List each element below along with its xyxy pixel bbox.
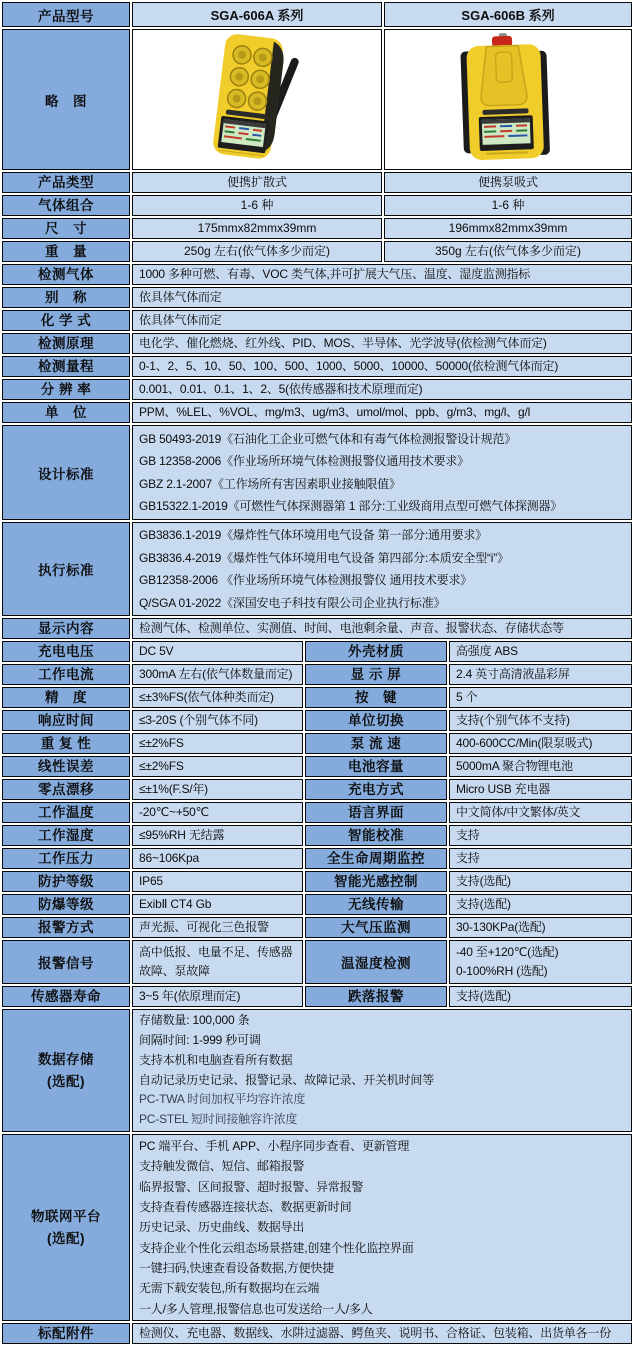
exec-standard-line: Q/SGA 01-2022《深国安电子科技有限公司企业执行标准》	[139, 595, 446, 610]
iot-line: 一人/多人管理,报警信息也可发送给一人/多人	[139, 1301, 373, 1316]
row-iot-platform	[2, 1134, 632, 1321]
label-data-storage-line1: 数据存储	[38, 1051, 94, 1067]
design-standard-line: GB 50493-2019《石油化工企业可燃气体和有毒气体检测报警设计规范》	[139, 431, 517, 446]
label-accuracy: 精 度	[2, 687, 130, 708]
row-size	[2, 218, 632, 239]
device-a-image-cell	[132, 29, 382, 170]
value-wireless: 支持(选配)	[449, 894, 632, 915]
row-accuracy	[2, 687, 632, 708]
value-lifecycle-monitor: 支持	[449, 848, 632, 869]
label-unit-switch: 单位切换	[305, 710, 447, 731]
label-charge-voltage: 充电电压	[2, 641, 130, 662]
iot-line: 支持触发微信、短信、邮箱报警	[139, 1159, 305, 1174]
humidity-range-line: 0-100%RH (选配)	[456, 964, 548, 978]
label-work-pressure: 工作压力	[2, 848, 130, 869]
row-display-content	[2, 618, 632, 639]
value-weight-a: 250g 左右(依气体多少而定)	[132, 241, 382, 262]
iot-line: 支持查看传感器连接状态、数据更新时间	[139, 1200, 352, 1215]
value-repeatability: ≤±2%FS	[132, 733, 303, 754]
value-pressure-monitor: 30-130KPa(选配)	[449, 917, 632, 938]
row-sketch	[2, 29, 632, 170]
label-response-time: 响应时间	[2, 710, 130, 731]
row-repeatability	[2, 733, 632, 754]
storage-line: 存储数量: 100,000 条	[139, 1013, 250, 1028]
row-product-model	[2, 2, 632, 27]
value-work-current: 300mA 左右(依气体数量而定)	[132, 664, 303, 685]
label-wireless: 无线传输	[305, 894, 447, 915]
storage-line: 间隔时间: 1-999 秒可调	[139, 1032, 261, 1047]
label-language: 语言界面	[305, 802, 447, 823]
row-work-pressure	[2, 848, 632, 869]
label-iot-platform	[2, 1134, 130, 1321]
value-work-humidity: ≤95%RH 无结露	[132, 825, 303, 846]
label-lifecycle-monitor: 全生命周期监控	[305, 848, 447, 869]
label-exec-standards: 执行标准	[2, 522, 130, 616]
iot-line: 历史记录、历史曲线、数据导出	[139, 1220, 305, 1235]
value-gas-combo-a: 1-6 种	[132, 195, 382, 216]
iot-line: 支持企业个性化云组态场景搭建,创建个性化监控界面	[139, 1240, 414, 1255]
label-linearity: 线性误差	[2, 756, 130, 777]
label-data-storage	[2, 1009, 130, 1132]
design-standard-line: GBZ 2.1-2007《工作场所有害因素职业接触限值》	[139, 476, 401, 491]
value-pump-rate: 400-600CC/Min(限泵吸式)	[449, 733, 632, 754]
value-language: 中文简体/中文繁体/英文	[449, 802, 632, 823]
value-gas-combo-b: 1-6 种	[384, 195, 632, 216]
value-smart-calibration: 支持	[449, 825, 632, 846]
value-display-screen: 2.4 英寸高清液晶彩屏	[449, 664, 632, 685]
label-charge-method: 充电方式	[305, 779, 447, 800]
label-explosion-grade: 防爆等级	[2, 894, 130, 915]
row-resolution	[2, 379, 632, 400]
value-work-temp: -20℃~+50℃	[132, 802, 303, 823]
label-repeatability: 重 复 性	[2, 733, 130, 754]
label-battery: 电池容量	[305, 756, 447, 777]
value-display-content: 检测气体、检测单位、实测值、时间、电池剩余量、声音、报警状态、存储状态等	[132, 618, 632, 639]
value-detect-gas: 1000 多种可燃、有毒、VOC 类气体,并可扩展大气压、温度、湿度监测指标	[132, 264, 632, 285]
label-alarm-mode: 报警方式	[2, 917, 130, 938]
row-principle	[2, 333, 632, 354]
row-alarm-mode	[2, 917, 632, 938]
storage-line-pc-twa: PC-TWA 时间加权平均容许浓度	[139, 1092, 306, 1107]
value-fall-alarm: 支持(选配)	[449, 986, 632, 1007]
value-product-type-a: 便携扩散式	[132, 172, 382, 193]
value-principle: 电化学、催化燃烧、红外线、PID、MOS、半导体、光学波导(依检测气体而定)	[132, 333, 632, 354]
exec-standard-line: GB3836.1-2019《爆炸性气体环境用电气设备 第一部分:通用要求》	[139, 528, 488, 542]
label-display-content: 显示内容	[2, 618, 130, 639]
storage-line-pc-stel: PC-STEL 短时间接触容许浓度	[139, 1112, 298, 1127]
label-work-humidity: 工作湿度	[2, 825, 130, 846]
label-work-temp: 工作温度	[2, 802, 130, 823]
storage-line: 自动记录历史记录、报警记录、故障记录、开关机时间等	[139, 1072, 435, 1087]
row-data-storage	[2, 1009, 632, 1132]
label-resolution: 分 辨 率	[2, 379, 130, 400]
row-response-time	[2, 710, 632, 731]
iot-line: 一键扫码,快速查看设备数据,方便快捷	[139, 1260, 335, 1275]
sga-606b-device-photo	[408, 32, 608, 162]
label-protection-grade: 防护等级	[2, 871, 130, 892]
row-work-humidity	[2, 825, 632, 846]
value-range: 0-1、2、5、10、50、100、500、1000、5000、10000、50000(依检测气体而定)	[132, 356, 632, 377]
value-protection-grade: IP65	[132, 871, 303, 892]
value-unit-switch: 支持(个别气体不支持)	[449, 710, 632, 731]
value-alarm-signal: 高中低报、电量不足、传感器故障、泵故障	[132, 940, 303, 984]
row-product-type	[2, 172, 632, 193]
exec-standard-line: GB3836.4-2019《爆炸性气体环境用电气设备 第四部分:本质安全型“i”》	[139, 550, 509, 565]
row-explosion-grade	[2, 894, 632, 915]
label-iot-platform-line1: 物联网平台	[31, 1208, 101, 1224]
row-alias	[2, 287, 632, 308]
row-unit	[2, 402, 632, 423]
temp-range-line: -40 至+120℃(选配)	[456, 945, 559, 959]
label-weight: 重 量	[2, 241, 130, 262]
label-shell-material: 外壳材质	[305, 641, 447, 662]
label-work-current: 工作电流	[2, 664, 130, 685]
label-sensor-life: 传感器寿命	[2, 986, 130, 1007]
row-accessories	[2, 1323, 632, 1344]
label-buttons: 按 键	[305, 687, 447, 708]
row-zero-drift	[2, 779, 632, 800]
iot-line: 无需下载安装包,所有数据均在云端	[139, 1281, 320, 1296]
label-detect-gas: 检测气体	[2, 264, 130, 285]
label-chem-formula: 化 学 式	[2, 310, 130, 331]
value-alias: 依具体气体而定	[132, 287, 632, 308]
label-alarm-signal: 报警信号	[2, 940, 130, 984]
row-exec-standards	[2, 522, 632, 616]
value-zero-drift: ≤±1%(F.S/年)	[132, 779, 303, 800]
value-design-standards	[132, 425, 632, 520]
label-display-screen: 显 示 屏	[305, 664, 447, 685]
label-pump-rate: 泵 流 速	[305, 733, 447, 754]
row-alarm-signal	[2, 940, 632, 984]
value-unit: PPM、%LEL、%VOL、mg/m3、ug/m3、umol/mol、ppb、g/m3、mg/l、g/l	[132, 402, 632, 423]
row-protection-grade	[2, 871, 632, 892]
value-explosion-grade: ExibⅡ CT4 Gb	[132, 894, 303, 915]
label-design-standards: 设计标准	[2, 425, 130, 520]
label-sketch: 略 图	[2, 29, 130, 170]
label-light-sensor-control: 智能光感控制	[305, 871, 447, 892]
sga-606a-device-photo	[157, 32, 357, 162]
value-size-b: 196mmx82mmx39mm	[384, 218, 632, 239]
model-a: SGA-606A 系列	[132, 2, 382, 27]
value-exec-standards	[132, 522, 632, 616]
value-accessories: 检测仪、充电器、数据线、水阱过滤器、鳄鱼夹、说明书、合格证、包装箱、出货单各一份	[132, 1323, 632, 1344]
iot-line: PC 端平台、手机 APP、小程序同步查看、更新管理	[139, 1139, 410, 1154]
label-temp-humidity-detect: 温湿度检测	[305, 940, 447, 984]
value-response-time: ≤3-20S (个别气体不同)	[132, 710, 303, 731]
exec-standard-line: GB12358-2006 《作业场所环境气体检测报警仪 通用技术要求》	[139, 573, 473, 587]
row-detect-gas	[2, 264, 632, 285]
row-work-current	[2, 664, 632, 685]
value-charge-method: Micro USB 充电器	[449, 779, 632, 800]
value-chem-formula: 依具体气体而定	[132, 310, 632, 331]
label-product-type: 产品类型	[2, 172, 130, 193]
row-gas-combo	[2, 195, 632, 216]
label-range: 检测量程	[2, 356, 130, 377]
value-buttons: 5 个	[449, 687, 632, 708]
value-sensor-life: 3~5 年(依原理而定)	[132, 986, 303, 1007]
value-iot-platform	[132, 1134, 632, 1321]
label-accessories: 标配附件	[2, 1323, 130, 1344]
label-gas-combo: 气体组合	[2, 195, 130, 216]
label-product-model: 产品型号	[2, 2, 130, 27]
value-alarm-mode: 声光振、可视化三色报警	[132, 917, 303, 938]
row-charge-voltage	[2, 641, 632, 662]
row-chem-formula	[2, 310, 632, 331]
label-fall-alarm: 跌落报警	[305, 986, 447, 1007]
row-weight	[2, 241, 632, 262]
model-b: SGA-606B 系列	[384, 2, 632, 27]
value-resolution: 0.001、0.01、0.1、1、2、5(依传感器和技术原理而定)	[132, 379, 632, 400]
label-pressure-monitor: 大气压监测	[305, 917, 447, 938]
row-design-standards	[2, 425, 632, 520]
row-range	[2, 356, 632, 377]
value-size-a: 175mmx82mmx39mm	[132, 218, 382, 239]
value-temp-humidity-detect	[449, 940, 632, 984]
value-battery: 5000mA 聚合物锂电池	[449, 756, 632, 777]
value-data-storage	[132, 1009, 632, 1132]
value-shell-material: 高强度 ABS	[449, 641, 632, 662]
device-b-image-cell	[384, 29, 632, 170]
value-product-type-b: 便携泵吸式	[384, 172, 632, 193]
label-zero-drift: 零点漂移	[2, 779, 130, 800]
label-size: 尺 寸	[2, 218, 130, 239]
value-linearity: ≤±2%FS	[132, 756, 303, 777]
value-charge-voltage: DC 5V	[132, 641, 303, 662]
storage-line: 支持本机和电脑查看所有数据	[139, 1052, 293, 1067]
design-standard-line: GB15322.1-2019《可燃性气体探测器第 1 部分:工业级商用点型可燃气体探测器》	[139, 499, 563, 513]
label-unit: 单 位	[2, 402, 130, 423]
label-data-storage-line2: (选配)	[47, 1073, 85, 1089]
row-linearity	[2, 756, 632, 777]
row-work-temp	[2, 802, 632, 823]
value-work-pressure: 86~106Kpa	[132, 848, 303, 869]
label-iot-platform-line2: (选配)	[47, 1230, 85, 1246]
iot-line: 临界报警、区间报警、超时报警、异常报警	[139, 1179, 364, 1194]
row-sensor-life	[2, 986, 632, 1007]
label-smart-calibration: 智能校准	[305, 825, 447, 846]
value-accuracy: ≤±3%FS(依气体种类而定)	[132, 687, 303, 708]
label-principle: 检测原理	[2, 333, 130, 354]
label-alias: 别 称	[2, 287, 130, 308]
value-light-sensor-control: 支持(选配)	[449, 871, 632, 892]
design-standard-line: GB 12358-2006《作业场所环境气体检测报警仪通用技术要求》	[139, 454, 469, 468]
value-weight-b: 350g 左右(依气体多少而定)	[384, 241, 632, 262]
